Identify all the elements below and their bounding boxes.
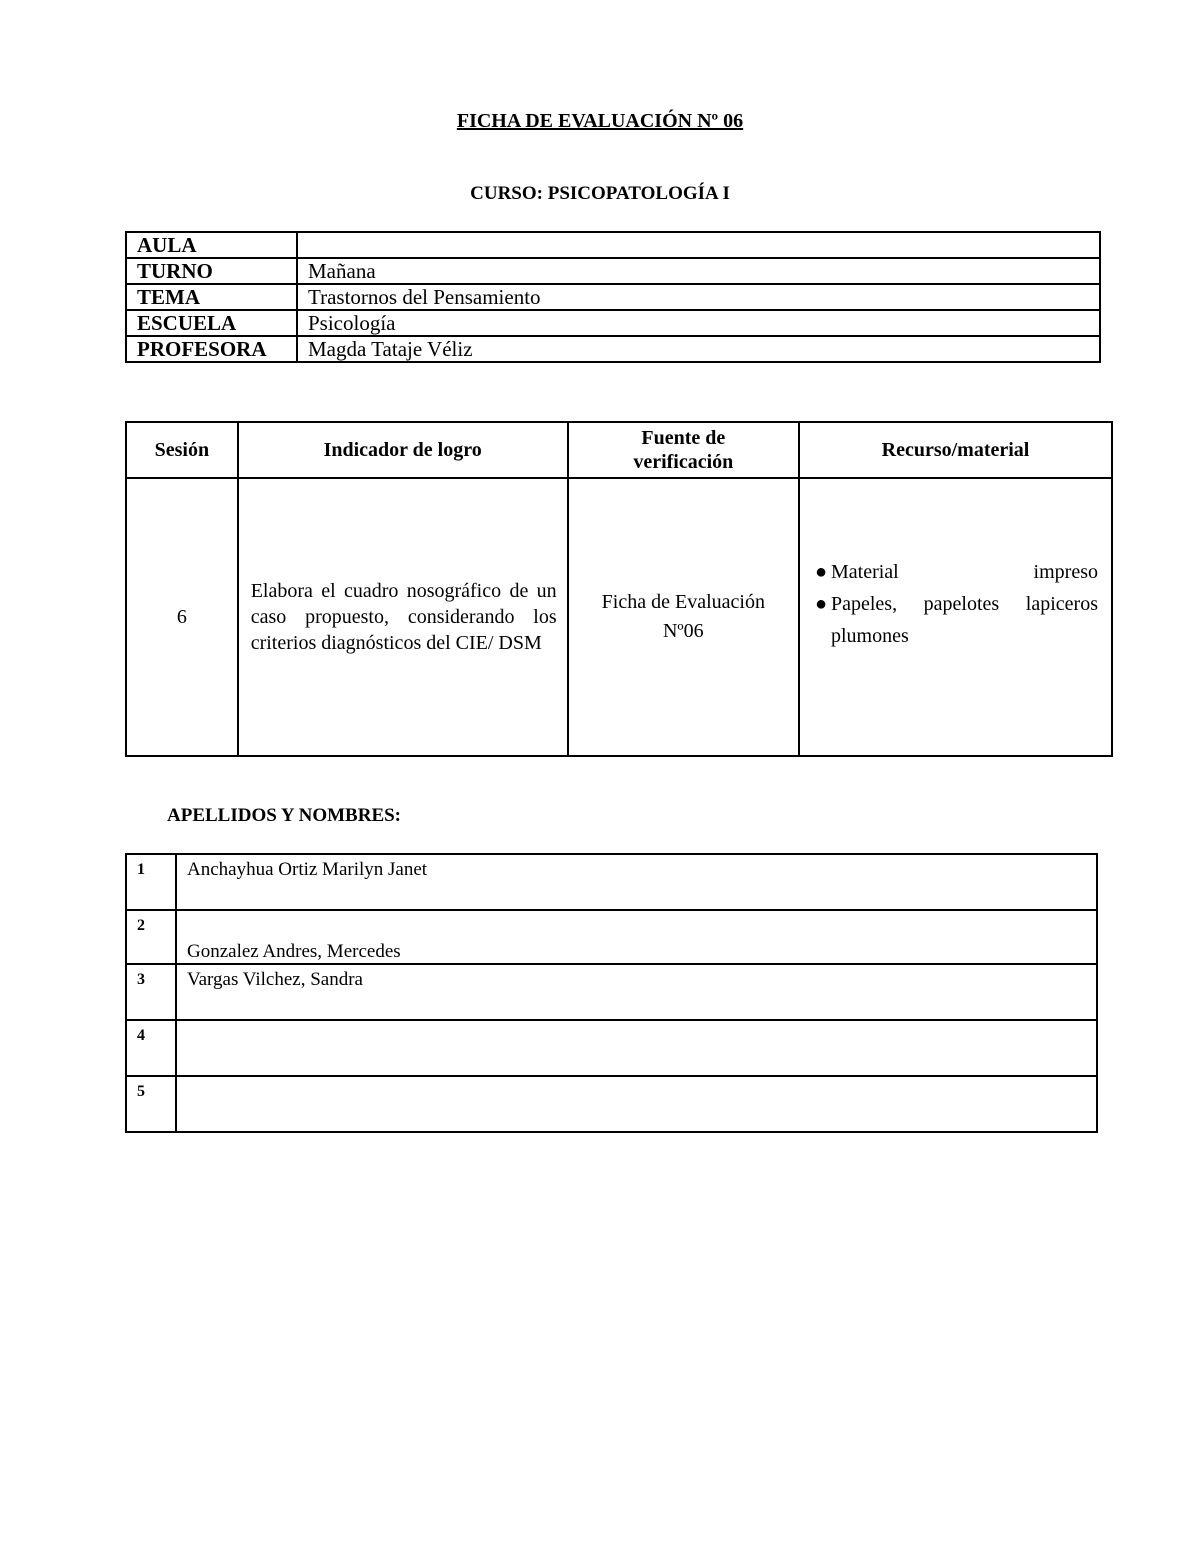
info-value: Mañana xyxy=(297,258,1100,284)
info-value: Trastornos del Pensamiento xyxy=(297,284,1100,310)
header-indicator: Indicador de logro xyxy=(238,422,568,478)
names-table xyxy=(125,853,1098,1133)
header-resource: Recurso/material xyxy=(799,422,1112,478)
verification-source xyxy=(568,478,799,756)
info-row-profesora xyxy=(126,336,1100,362)
resource-item-text: Papeles, papelotes lapiceros plumones xyxy=(830,593,1098,647)
session-header-row xyxy=(126,422,1112,478)
course-title: CURSO: PSICOPATOLOGÍA I xyxy=(470,183,730,204)
info-row-aula xyxy=(126,232,1100,258)
row-number: 1 xyxy=(126,854,176,910)
session-table xyxy=(125,421,1113,757)
info-row-escuela xyxy=(126,310,1100,336)
info-row-tema xyxy=(126,284,1100,310)
row-number: 4 xyxy=(126,1020,176,1076)
names-row xyxy=(126,964,1097,1020)
session-number: 6 xyxy=(126,478,238,756)
student-name: Vargas Vilchez, Sandra xyxy=(176,964,1097,1020)
resource-item xyxy=(815,588,1098,652)
names-section-label: APELLIDOS Y NOMBRES: xyxy=(167,805,402,826)
student-name xyxy=(176,1020,1097,1076)
row-number: 2 xyxy=(126,910,176,964)
indicator-text: Elabora el cuadro nosográfico de un caso propuesto, considerando los criterios diagnósticos del CIE/ DSM xyxy=(238,478,568,756)
info-value: Magda Tataje Véliz xyxy=(297,336,1100,362)
document-title: FICHA DE EVALUACIÓN Nº 06 xyxy=(456,110,744,132)
student-name: Anchayhua Ortiz Marilyn Janet xyxy=(176,854,1097,910)
header-session: Sesión xyxy=(126,422,238,478)
row-number: 5 xyxy=(126,1076,176,1132)
verification-source-number: Nº06 xyxy=(662,620,704,642)
student-name xyxy=(176,1076,1097,1132)
info-label: AULA xyxy=(126,232,297,258)
info-label: TURNO xyxy=(126,258,297,284)
row-number: 3 xyxy=(126,964,176,1020)
names-row xyxy=(126,910,1097,964)
info-label: ESCUELA xyxy=(126,310,297,336)
verification-source-line: Ficha de Evaluación xyxy=(601,591,765,613)
info-value: Psicología xyxy=(297,310,1100,336)
info-label: PROFESORA xyxy=(126,336,297,362)
student-name: Gonzalez Andres, Mercedes xyxy=(176,910,1097,964)
resources-list xyxy=(801,556,1110,678)
info-row-turno xyxy=(126,258,1100,284)
info-table xyxy=(125,231,1101,363)
info-value xyxy=(297,232,1100,258)
resources-cell xyxy=(799,478,1112,756)
names-row xyxy=(126,1020,1097,1076)
resource-item-text: Material impreso xyxy=(830,561,1098,583)
header-verification-source-text: Fuente de verificación xyxy=(633,427,734,473)
resource-item xyxy=(815,556,1098,588)
names-row xyxy=(126,1076,1097,1132)
bullet-icon: ● xyxy=(814,593,828,615)
session-row xyxy=(126,478,1112,756)
bullet-icon: ● xyxy=(814,561,828,583)
info-label: TEMA xyxy=(126,284,297,310)
header-verification-source xyxy=(568,422,799,478)
names-row xyxy=(126,854,1097,910)
